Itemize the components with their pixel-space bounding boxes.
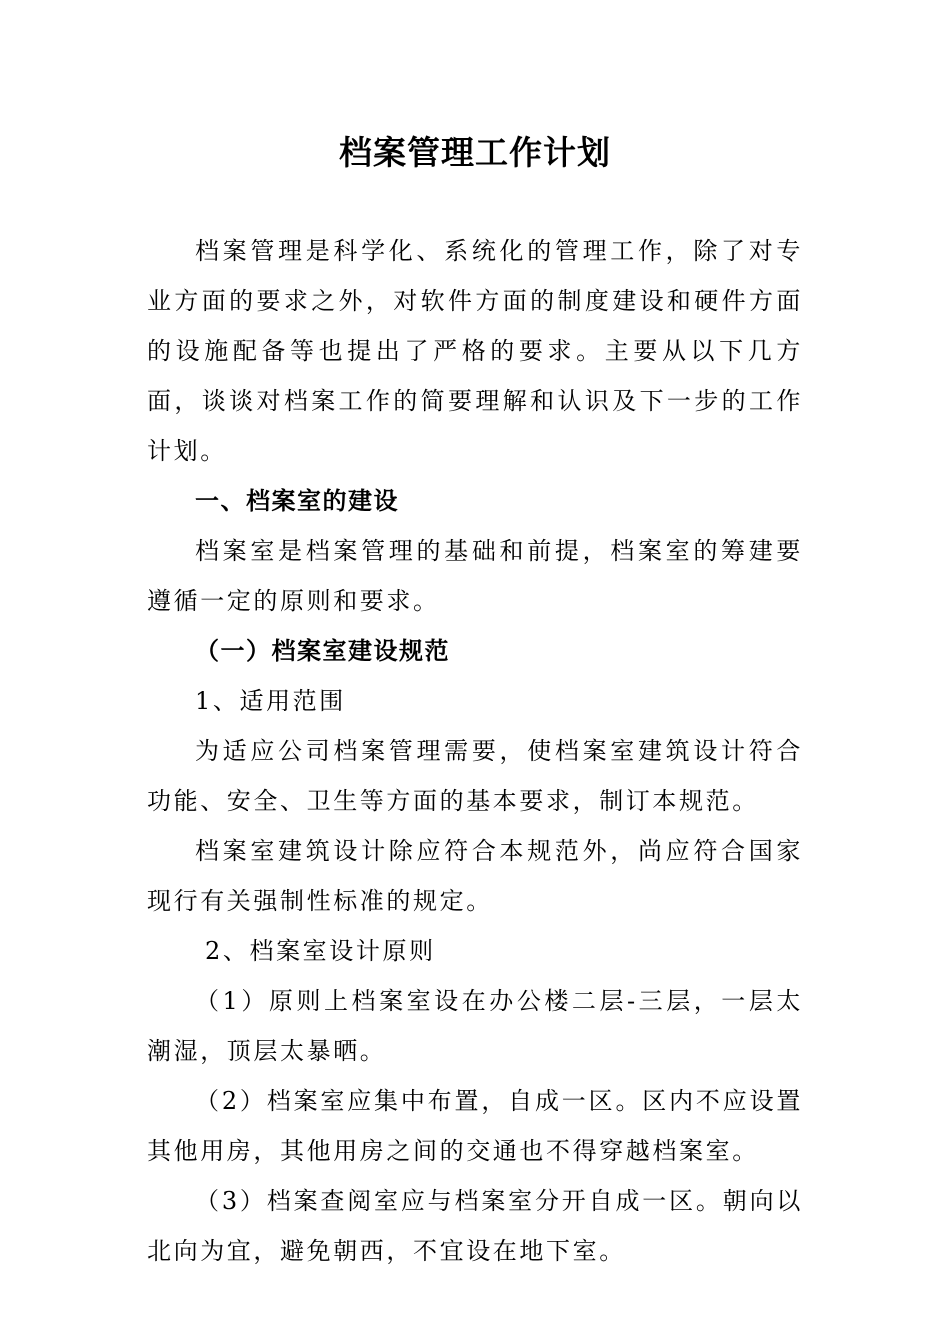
subsection-heading-1: （一）档案室建设规范 (195, 637, 450, 665)
scope-paragraph-1: 为适应公司档案管理需要，使档案室建筑设计符合功能、安全、卫生等方面的基本要求，制订本规范。 (147, 737, 803, 815)
document-title: 档案管理工作计划 (339, 133, 611, 172)
item-heading-1: 1、适用范围 (195, 687, 346, 715)
principle-paragraph-2: （2）档案室应集中布置，自成一区。区内不应设置其他用房，其他用房之间的交通也不得穿越档案室。 (147, 1087, 803, 1165)
principle-paragraph-3: （3）档案查阅室应与档案室分开自成一区。朝向以北向为宜，避免朝西，不宜设在地下室。 (147, 1187, 803, 1265)
section-heading-1: 一、档案室的建设 (195, 487, 399, 515)
scope-paragraph-2: 档案室建筑设计除应符合本规范外，尚应符合国家现行有关强制性标准的规定。 (147, 837, 803, 915)
section-1-paragraph: 档案室是档案管理的基础和前提，档案室的筹建要遵循一定的原则和要求。 (147, 537, 803, 615)
principle-paragraph-1: （1）原则上档案室设在办公楼二层-三层，一层太潮湿，顶层太暴晒。 (147, 987, 803, 1065)
item-heading-2: 2、档案室设计原则 (205, 937, 436, 965)
intro-paragraph: 档案管理是科学化、系统化的管理工作，除了对专业方面的要求之外，对软件方面的制度建设和硬件方面的设施配备等也提出了严格的要求。主要从以下几方面，谈谈对档案工作的简要理解和认识及下一步的工作计划。 (147, 237, 803, 465)
document-body (147, 226, 803, 1276)
